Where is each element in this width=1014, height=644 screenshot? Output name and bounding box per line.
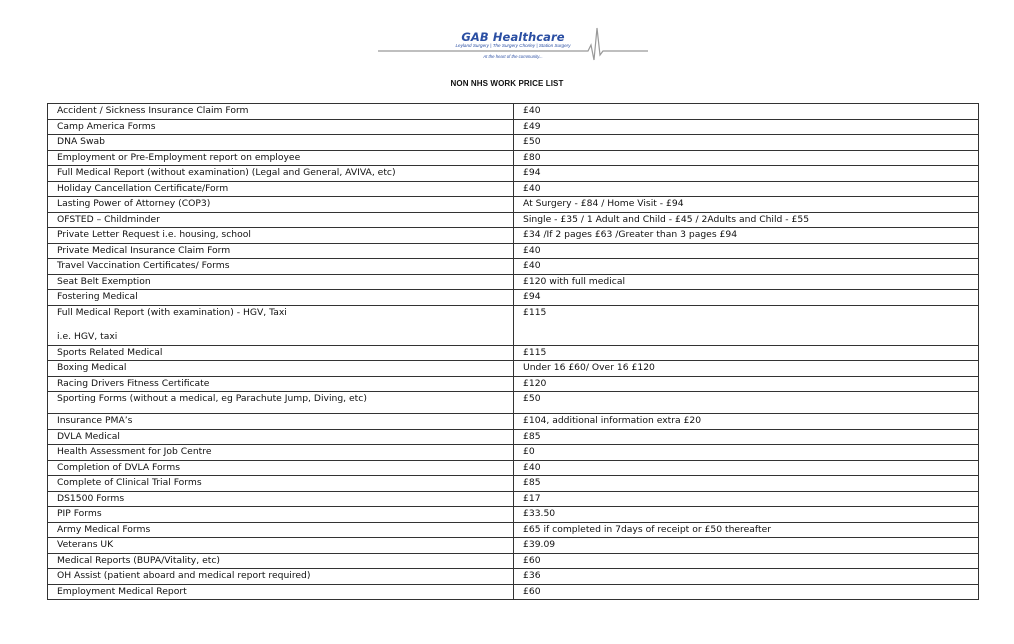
price-cell: £120 <box>514 376 979 392</box>
table-row <box>48 376 979 392</box>
service-cell <box>48 345 514 361</box>
price-cell: £0 <box>514 445 979 461</box>
service-cell <box>48 212 514 228</box>
service-cell <box>48 392 514 414</box>
service-name: DS1500 Forms <box>57 492 125 504</box>
price-cell: £40 <box>514 104 979 120</box>
service-cell <box>48 104 514 120</box>
service-cell <box>48 119 514 135</box>
service-cell <box>48 460 514 476</box>
service-name: Full Medical Report (without examination) (Legal and General, AVIVA, etc) <box>57 167 396 178</box>
service-cell <box>48 522 514 538</box>
price-cell: Single - £35 / 1 Adult and Child - £45 / 2Adults and Child - £55 <box>514 212 979 228</box>
service-cell <box>48 445 514 461</box>
price-cell: £40 <box>514 181 979 197</box>
service-cell <box>48 507 514 523</box>
service-name: Sporting Forms (without a medical, eg Parachute Jump, Diving, etc) <box>57 393 367 404</box>
table-row <box>48 491 979 507</box>
service-name: Travel Vaccination Certificates/ Forms <box>57 260 230 271</box>
service-name: Complete of Clinical Trial Forms <box>57 477 202 488</box>
service-cell <box>48 414 514 430</box>
service-name: OFSTED – Childminder <box>57 213 160 225</box>
table-row <box>48 181 979 197</box>
service-cell <box>48 584 514 600</box>
service-name: Accident / Sickness Insurance Claim Form <box>57 105 249 116</box>
table-row <box>48 243 979 259</box>
gab-healthcare-logo <box>378 26 648 62</box>
service-cell <box>48 476 514 492</box>
service-name: Holiday Cancellation Certificate/Form <box>57 182 229 194</box>
price-list-table <box>47 103 979 600</box>
service-note: i.e. HGV, taxi <box>57 331 118 342</box>
table-row <box>48 522 979 538</box>
service-cell <box>48 197 514 213</box>
table-row <box>48 429 979 445</box>
service-name: Insurance PMA’s <box>57 415 133 426</box>
service-name: Full Medical Report (with examination) - HGV, Taxi <box>57 306 287 318</box>
table-row <box>48 345 979 361</box>
service-cell <box>48 243 514 259</box>
service-cell <box>48 228 514 244</box>
service-cell <box>48 135 514 151</box>
table-row <box>48 445 979 461</box>
service-cell <box>48 361 514 377</box>
table-row <box>48 460 979 476</box>
price-cell: £50 <box>514 392 979 414</box>
service-name: Private Letter Request i.e. housing, school <box>57 229 251 240</box>
service-name: Sports Related Medical <box>57 346 163 358</box>
price-cell: £65 if completed in 7days of receipt or £50 thereafter <box>514 522 979 538</box>
service-name: Fostering Medical <box>57 291 138 302</box>
price-cell: £60 <box>514 553 979 569</box>
table-row <box>48 538 979 554</box>
price-cell: £85 <box>514 429 979 445</box>
table-row <box>48 507 979 523</box>
table-row <box>48 476 979 492</box>
table-row <box>48 569 979 585</box>
service-name: Racing Drivers Fitness Certificate <box>57 377 210 389</box>
price-cell: £104, additional information extra £20 <box>514 414 979 430</box>
price-cell: £36 <box>514 569 979 585</box>
table-row <box>48 392 979 414</box>
service-cell <box>48 259 514 275</box>
price-cell: £40 <box>514 460 979 476</box>
table-row <box>48 197 979 213</box>
table-row <box>48 274 979 290</box>
price-cell: £40 <box>514 243 979 259</box>
brand-name: GAB Healthcare <box>461 30 565 44</box>
service-name: Veterans UK <box>57 539 114 550</box>
table-row <box>48 104 979 120</box>
service-name: PIP Forms <box>57 508 102 519</box>
price-cell: £49 <box>514 119 979 135</box>
service-name: Employment Medical Report <box>57 585 187 597</box>
service-name: Employment or Pre-Employment report on employee <box>57 151 301 163</box>
table-row <box>48 305 979 345</box>
table-row <box>48 584 979 600</box>
service-cell <box>48 150 514 166</box>
table-row <box>48 212 979 228</box>
service-name: Seat Belt Exemption <box>57 275 151 287</box>
price-cell: £34 /If 2 pages £63 /Greater than 3 pages £94 <box>514 228 979 244</box>
price-cell: £40 <box>514 259 979 275</box>
surgery-list: Leyland Surgery | The Surgery Chorley | Station Surgery <box>455 43 571 48</box>
price-cell: £50 <box>514 135 979 151</box>
service-name: DNA Swab <box>57 136 105 147</box>
service-name: Medical Reports (BUPA/Vitality, etc) <box>57 554 220 566</box>
service-cell <box>48 290 514 306</box>
price-cell: £39.09 <box>514 538 979 554</box>
service-cell <box>48 553 514 569</box>
table-row <box>48 135 979 151</box>
service-name: Boxing Medical <box>57 362 127 373</box>
page-title: NON NHS WORK PRICE LIST <box>450 79 564 88</box>
price-cell: £115 <box>514 305 979 345</box>
brand-tagline: At the heart of the community... <box>483 54 543 59</box>
service-cell <box>48 376 514 392</box>
price-cell: £60 <box>514 584 979 600</box>
table-row <box>48 259 979 275</box>
service-cell <box>48 305 514 345</box>
service-name: Camp America Forms <box>57 120 156 132</box>
price-cell: £94 <box>514 290 979 306</box>
service-name: Private Medical Insurance Claim Form <box>57 244 231 256</box>
price-cell: £120 with full medical <box>514 274 979 290</box>
service-cell <box>48 274 514 290</box>
price-cell: £94 <box>514 166 979 182</box>
price-cell: £85 <box>514 476 979 492</box>
table-row <box>48 166 979 182</box>
service-cell <box>48 491 514 507</box>
price-cell: £17 <box>514 491 979 507</box>
price-cell: £80 <box>514 150 979 166</box>
table-row <box>48 290 979 306</box>
service-name: Health Assessment for Job Centre <box>57 446 212 457</box>
table-row <box>48 361 979 377</box>
price-cell: £115 <box>514 345 979 361</box>
price-list-body <box>48 104 979 600</box>
service-name: Completion of DVLA Forms <box>57 461 180 473</box>
service-cell <box>48 166 514 182</box>
table-row <box>48 119 979 135</box>
service-name: OH Assist (patient aboard and medical report required) <box>57 570 311 581</box>
service-cell <box>48 538 514 554</box>
service-cell <box>48 429 514 445</box>
service-cell <box>48 569 514 585</box>
table-row <box>48 414 979 430</box>
table-row <box>48 150 979 166</box>
service-name: DVLA Medical <box>57 430 120 442</box>
price-cell: Under 16 £60/ Over 16 £120 <box>514 361 979 377</box>
price-cell: At Surgery - £84 / Home Visit - £94 <box>514 197 979 213</box>
table-row <box>48 553 979 569</box>
service-cell <box>48 181 514 197</box>
service-name: Lasting Power of Attorney (COP3) <box>57 198 211 209</box>
price-cell: £33.50 <box>514 507 979 523</box>
service-name: Army Medical Forms <box>57 523 151 535</box>
table-row <box>48 228 979 244</box>
